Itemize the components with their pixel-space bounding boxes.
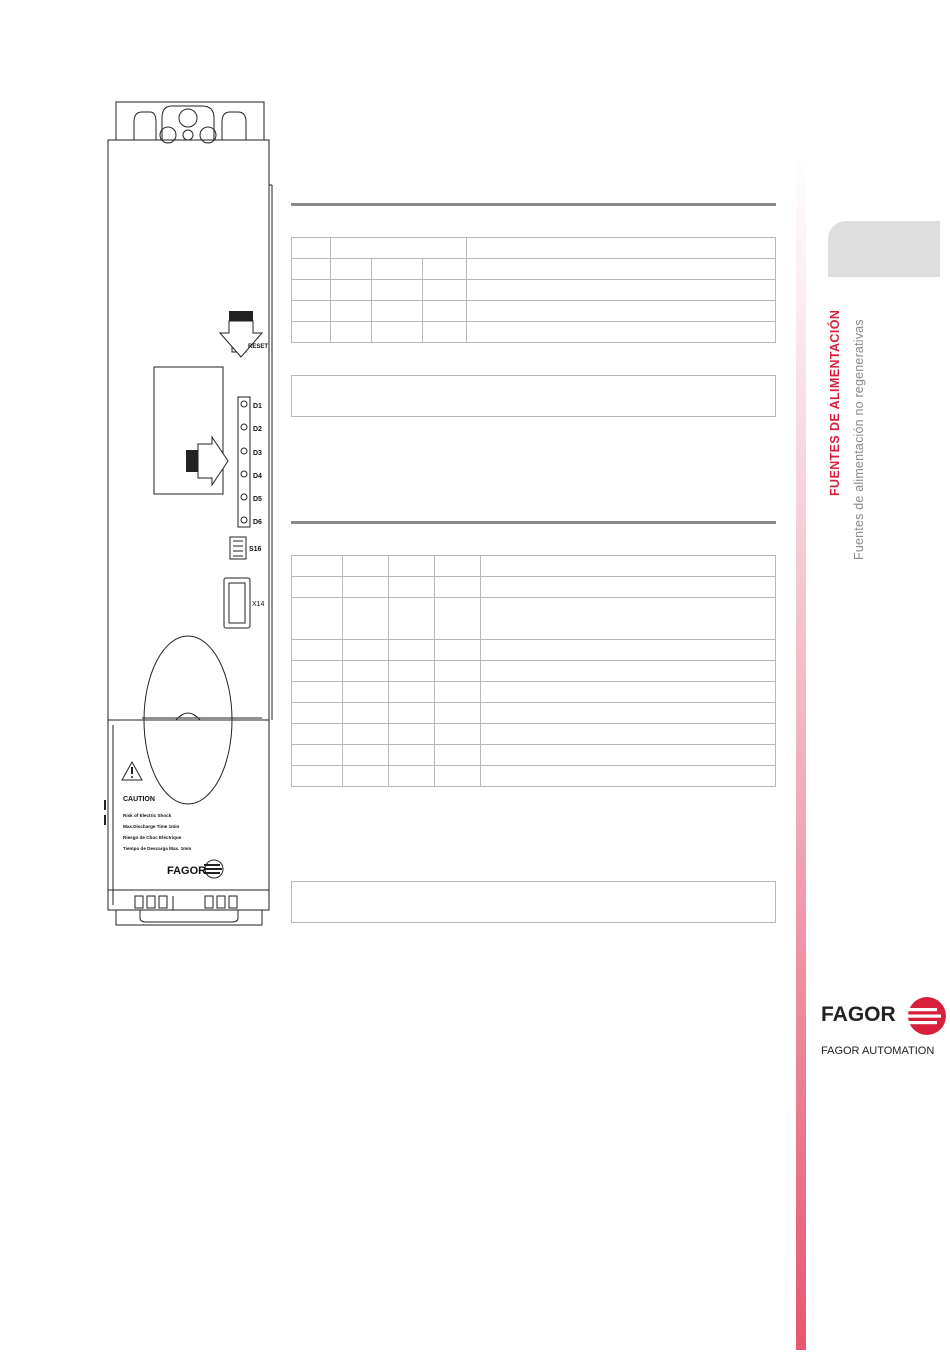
switch-label: S16 bbox=[249, 546, 262, 553]
chapter-tab bbox=[828, 221, 940, 277]
power-supply-module-drawing bbox=[100, 95, 285, 930]
caution-line-4: Tiempo de Descarga Max. 1min bbox=[123, 846, 192, 851]
note-box-2 bbox=[291, 881, 776, 923]
caution-line-2: Max.Discharge Time 1min bbox=[123, 824, 180, 829]
fagor-logo bbox=[821, 996, 947, 1036]
brand-tagline: FAGOR AUTOMATION bbox=[821, 1045, 935, 1057]
module-logo: FAGOR bbox=[167, 865, 207, 877]
chapter-subtitle: Fuentes de alimentación no regenerativas bbox=[852, 319, 866, 560]
led-label-d3: D3 bbox=[253, 450, 262, 457]
table-row bbox=[292, 280, 776, 301]
table-row bbox=[292, 301, 776, 322]
table-row bbox=[292, 640, 776, 661]
sidebar-gradient-stripe bbox=[796, 150, 806, 1350]
table-row bbox=[292, 661, 776, 682]
table-1-header-row bbox=[292, 238, 776, 259]
table-row bbox=[292, 745, 776, 766]
chapter-title: FUENTES DE ALIMENTACIÓN bbox=[828, 309, 842, 496]
table-row bbox=[292, 766, 776, 787]
connector-label: X14 bbox=[252, 601, 265, 608]
caution-line-3: Riesgo de Choc Eléctrique bbox=[123, 835, 182, 840]
table-row bbox=[292, 703, 776, 724]
table-row bbox=[292, 577, 776, 598]
table-row bbox=[292, 259, 776, 280]
led-label-d4: D4 bbox=[253, 473, 262, 480]
led-label-d1: D1 bbox=[253, 403, 262, 410]
section-rule-1 bbox=[291, 203, 776, 206]
table-row bbox=[292, 322, 776, 343]
table-1 bbox=[291, 237, 776, 343]
fagor-logo-text: FAGOR bbox=[821, 1003, 896, 1026]
table-2-header-row bbox=[292, 556, 776, 577]
table-2 bbox=[291, 555, 776, 787]
note-box-1 bbox=[291, 375, 776, 417]
caution-title: CAUTION bbox=[123, 796, 155, 803]
table-row bbox=[292, 724, 776, 745]
table-row bbox=[292, 598, 776, 640]
led-label-d2: D2 bbox=[253, 426, 262, 433]
led-label-d5: D5 bbox=[253, 496, 262, 503]
reset-label: RESET bbox=[248, 344, 269, 350]
led-label-d6: D6 bbox=[253, 519, 262, 526]
caution-line-1: Risk of Electric Shock bbox=[123, 813, 172, 818]
table-row bbox=[292, 682, 776, 703]
fagor-swoosh-icon bbox=[907, 997, 946, 1035]
section-rule-2 bbox=[291, 521, 776, 524]
